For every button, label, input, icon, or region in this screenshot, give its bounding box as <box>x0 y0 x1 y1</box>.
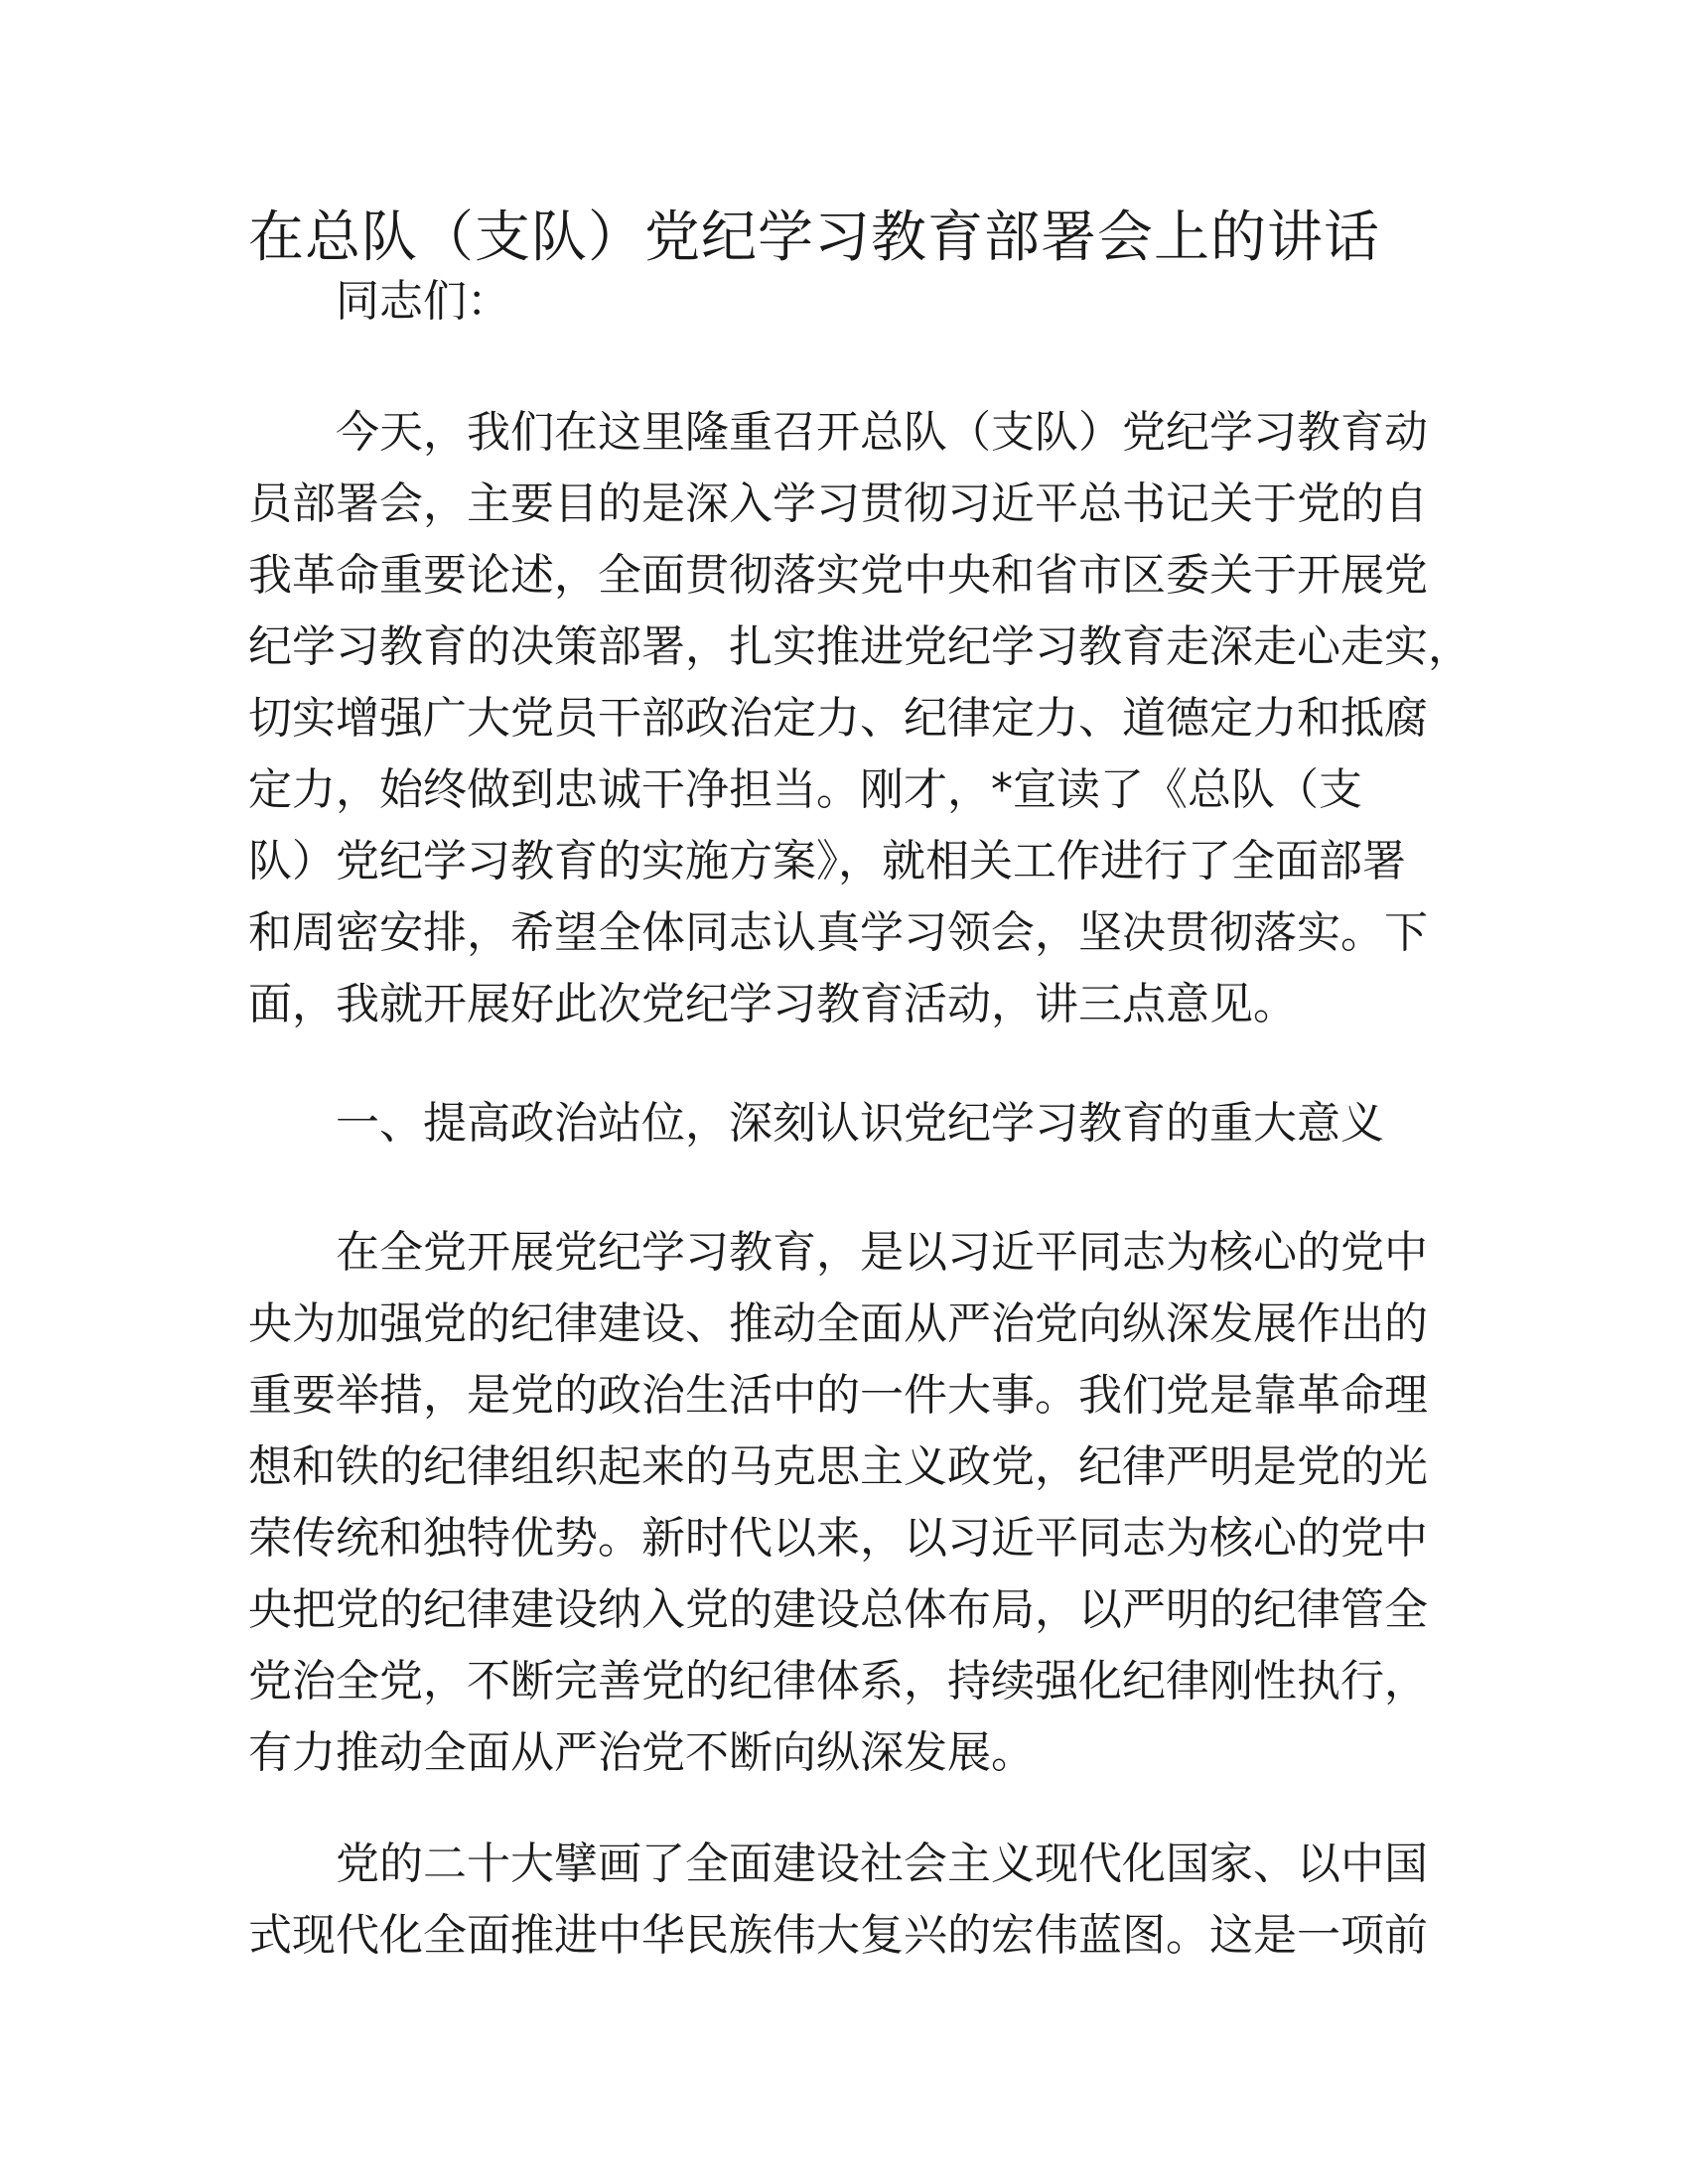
section-heading: 一、提高政治站位，深刻认识党纪学习教育的重大意义 <box>336 1098 1384 1149</box>
document-title: 在总队（支队）党纪学习教育部署会上的讲话 <box>248 205 1380 270</box>
paragraph-line: 今天，我们在这里隆重召开总队（支队）党纪学习教育动 <box>336 407 1428 458</box>
paragraph-line: 在全党开展党纪学习教育，是以习近平同志为核心的党中 <box>336 1227 1428 1278</box>
paragraph-line: 荣传统和独特优势。新时代以来，以习近平同志为核心的党中 <box>248 1513 1428 1564</box>
paragraph-line: 切实增强广大党员干部政治定力、纪律定力、道德定力和抵腐 <box>248 693 1428 744</box>
paragraph-line: 队）党纪学习教育的实施方案》，就相关工作进行了全面部署 <box>248 836 1406 887</box>
paragraph-line: 我革命重要论述，全面贯彻落实党中央和省市区委关于开展党 <box>248 550 1428 601</box>
paragraph-line: 党的二十大擘画了全面建设社会主义现代化国家、以中国 <box>336 1839 1428 1889</box>
paragraph-line: 面，我就开展好此次党纪学习教育活动，讲三点意见。 <box>248 979 1297 1029</box>
paragraph-line: 央把党的纪律建设纳入党的建设总体布局，以严明的纪律管全 <box>248 1584 1428 1635</box>
paragraph-line: 纪学习教育的决策部署，扎实推进党纪学习教育走深走心走实， <box>248 621 1472 672</box>
paragraph-line: 央为加强党的纪律建设、推动全面从严治党向纵深发展作出的 <box>248 1298 1428 1349</box>
paragraph-line: 定力，始终做到忠诚干净担当。刚才，*宣读了《总队（支 <box>248 764 1362 815</box>
paragraph-line: 式现代化全面推进中华民族伟大复兴的宏伟蓝图。这是一项前 <box>248 1910 1428 1961</box>
paragraph-line: 重要举措，是党的政治生活中的一件大事。我们党是靠革命理 <box>248 1370 1428 1421</box>
paragraph-line: 员部署会，主要目的是深入学习贯彻习近平总书记关于党的自 <box>248 478 1428 529</box>
paragraph-line: 和周密安排，希望全体同志认真学习领会，坚决贯彻落实。下 <box>248 907 1428 958</box>
paragraph-line: 想和铁的纪律组织起来的马克思主义政党，纪律严明是党的光 <box>248 1441 1428 1492</box>
paragraph-line: 有力推动全面从严治党不断向纵深发展。 <box>248 1727 1035 1778</box>
paragraph-line: 党治全党，不断完善党的纪律体系，持续强化纪律刚性执行， <box>248 1656 1428 1706</box>
salutation: 同志们： <box>336 276 510 327</box>
